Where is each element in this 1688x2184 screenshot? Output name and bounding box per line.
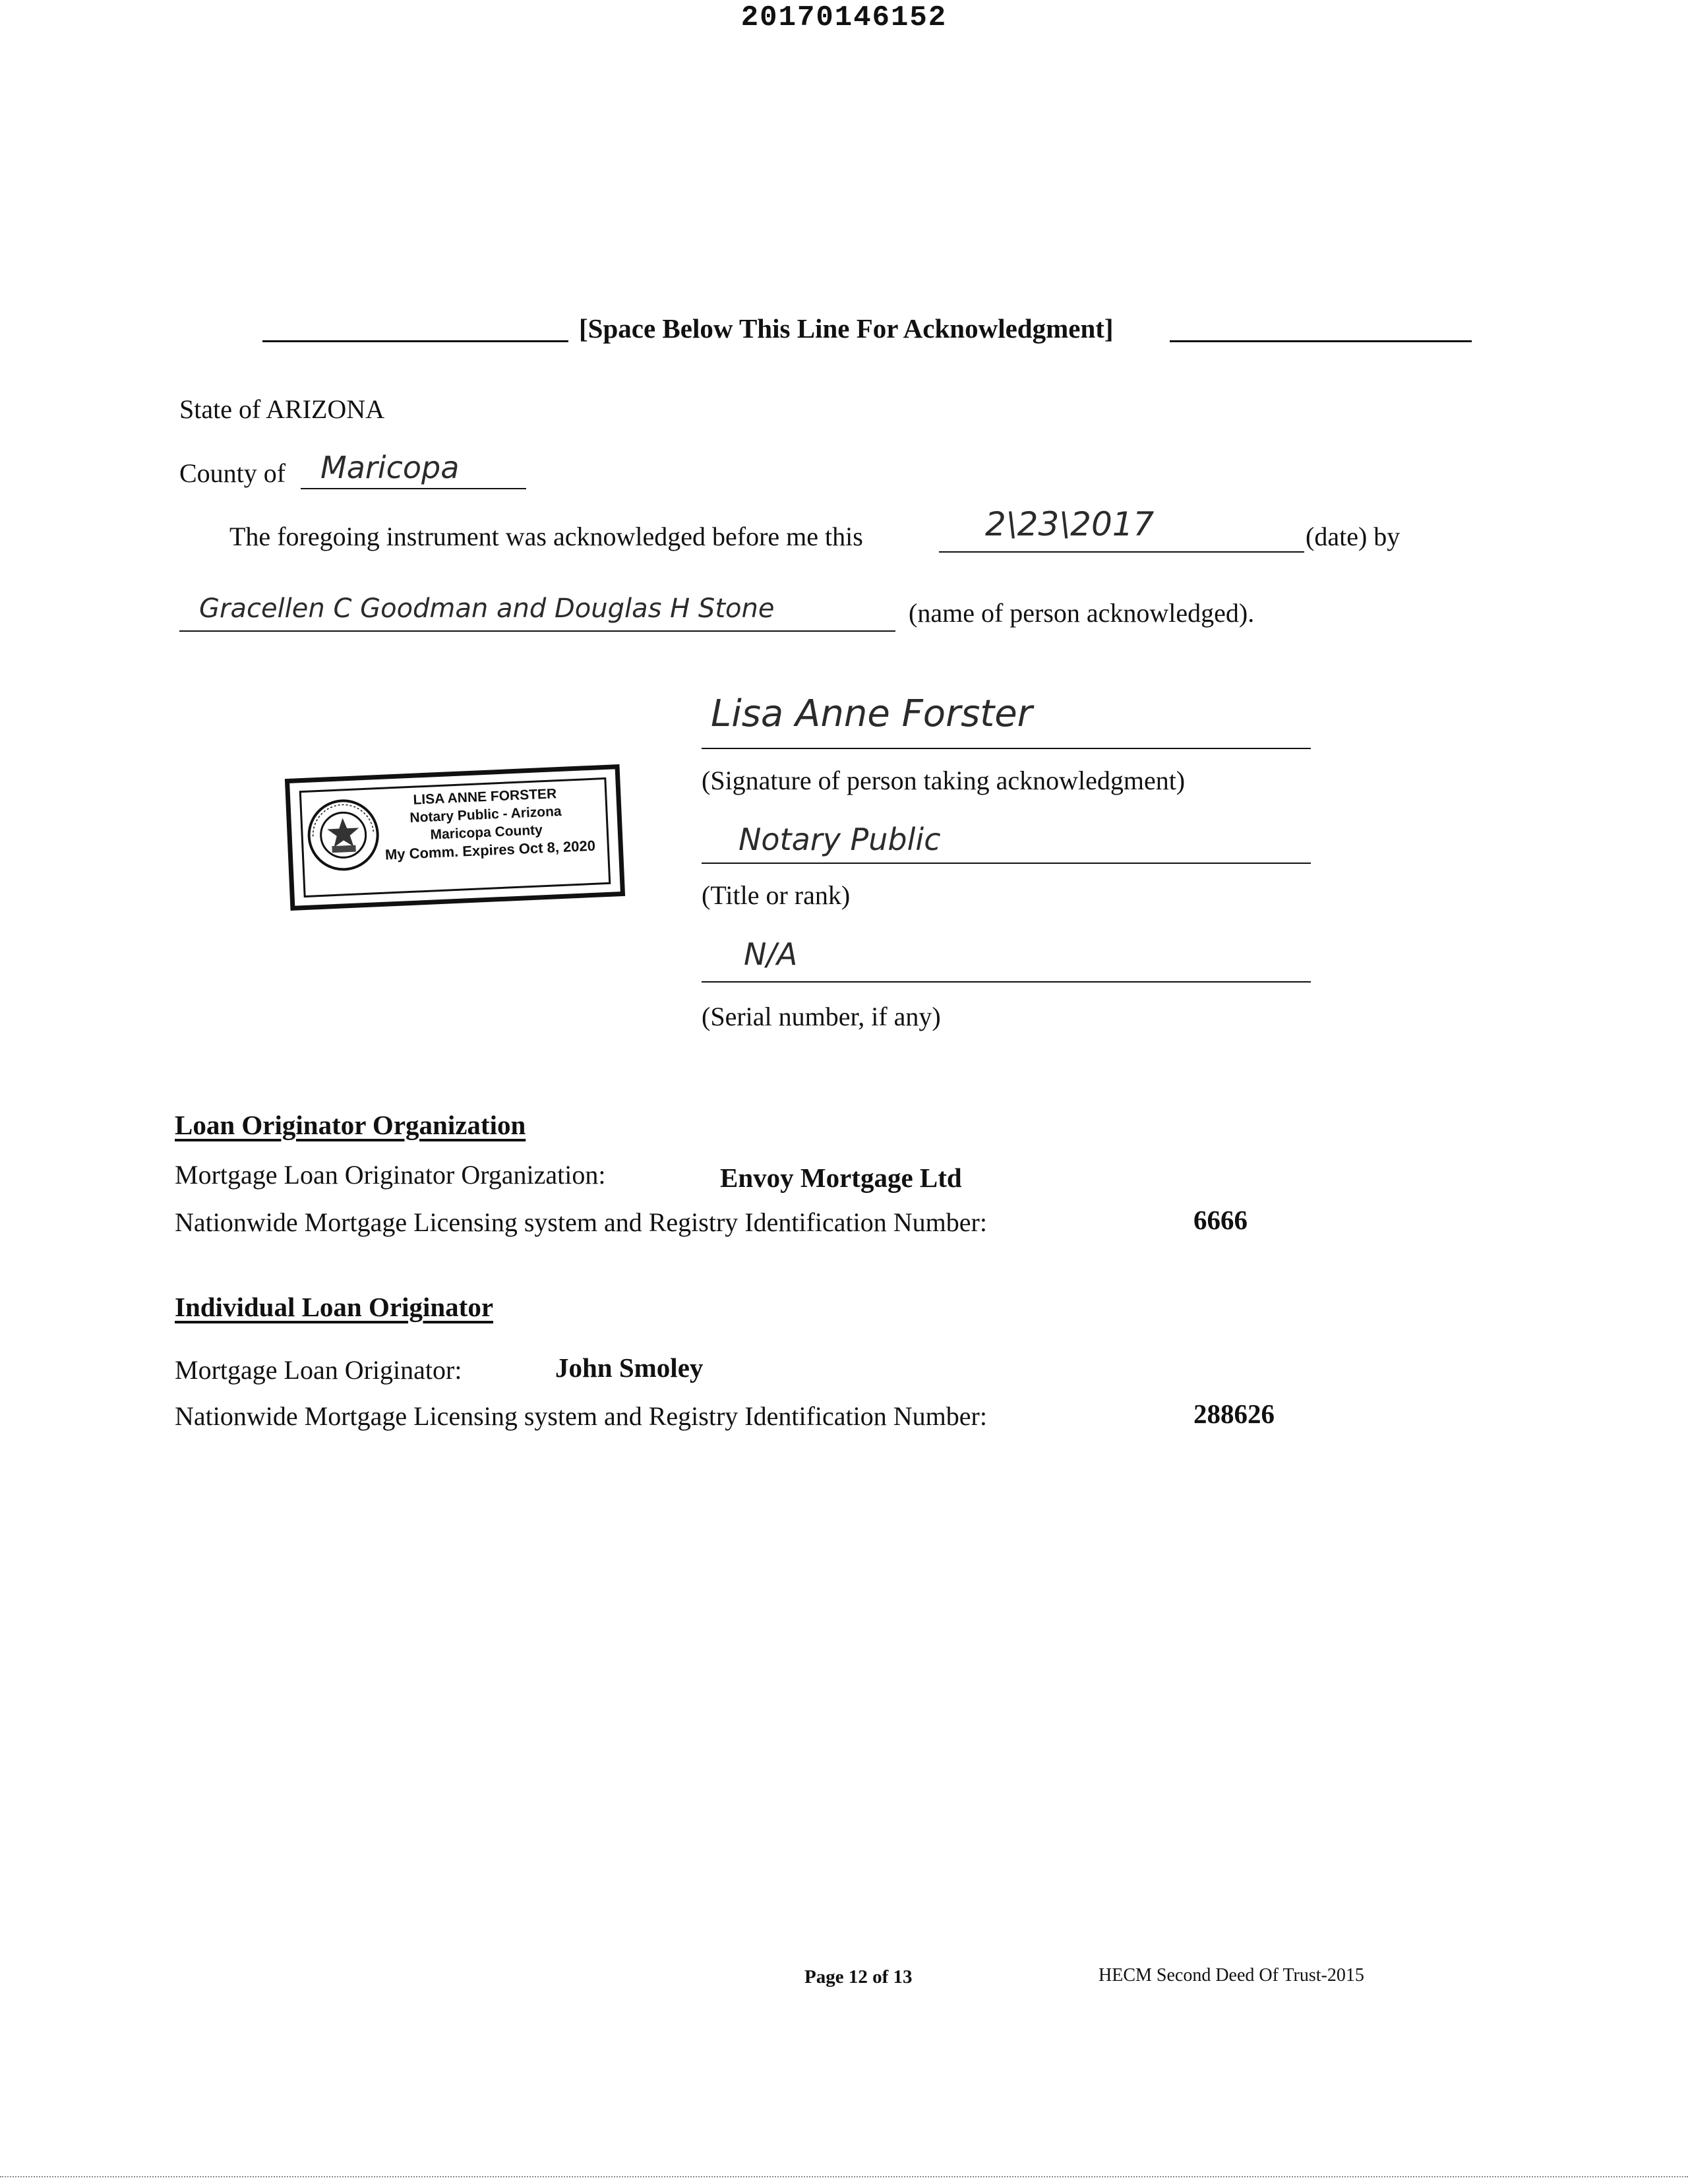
title-underline [702, 863, 1311, 864]
notary-signature: Lisa Anne Forster [711, 692, 1033, 735]
loan-org-nmls-value: 6666 [1193, 1205, 1248, 1235]
loan-org-label: Mortgage Loan Originator Organization: [175, 1160, 606, 1190]
serial-underline [702, 981, 1311, 983]
loan-org-heading: Loan Originator Organization [175, 1110, 526, 1140]
notary-stamp [285, 764, 625, 911]
separator-rule-right [1170, 340, 1472, 342]
individual-name-value: John Smoley [555, 1352, 704, 1383]
loan-org-nmls-label: Nationwide Mortgage Licensing system and Registry Identification Number: [175, 1207, 987, 1237]
acknowledged-date: 2\23\2017 [985, 505, 1155, 543]
name-underline [179, 630, 895, 632]
stamp-line-title: Notary Public - Arizona [409, 803, 562, 826]
stamp-text [382, 783, 596, 863]
date-suffix: (date) by [1306, 522, 1401, 551]
individual-name-label: Mortgage Loan Originator: [175, 1355, 462, 1385]
name-caption: (name of person acknowledged). [909, 598, 1255, 628]
title-value: Notary Public [738, 822, 941, 857]
county-label: County of [179, 458, 286, 488]
stamp-line-expiry: My Comm. Expires Oct 8, 2020 [384, 837, 596, 863]
document-number: 20170146152 [740, 1, 948, 34]
stamp-line-county: Maricopa County [430, 822, 543, 843]
individual-nmls-value: 288626 [1193, 1399, 1275, 1429]
page-number: Page 12 of 13 [804, 1966, 913, 1987]
signature-caption: (Signature of person taking acknowledgment) [702, 766, 1186, 795]
county-underline [301, 488, 526, 489]
individual-nmls-label: Nationwide Mortgage Licensing system and Registry Identification Number: [175, 1401, 987, 1431]
date-underline [939, 551, 1304, 553]
loan-org-value: Envoy Mortgage Ltd [720, 1163, 962, 1193]
county-handwritten: Maricopa [320, 450, 460, 485]
state-line: State of ARIZONA [179, 394, 385, 424]
acknowledgment-heading: [Space Below This Line For Acknowledgment] [579, 313, 1114, 344]
signature-underline [702, 748, 1311, 749]
serial-value: N/A [744, 936, 798, 972]
stamp-line-name: LISA ANNE FORSTER [413, 786, 557, 808]
acknowledged-text: The foregoing instrument was acknowledged before me this [229, 522, 863, 551]
acknowledged-name: Gracellen C Goodman and Douglas H Stone [199, 593, 775, 624]
scan-edge-artifact [0, 2176, 1688, 2177]
state-seal-icon [305, 797, 382, 874]
form-name: HECM Second Deed Of Trust-2015 [1099, 1965, 1364, 1986]
title-caption: (Title or rank) [702, 880, 851, 910]
serial-caption: (Serial number, if any) [702, 1002, 941, 1031]
individual-heading: Individual Loan Originator [175, 1292, 494, 1322]
separator-rule-left [262, 340, 568, 342]
